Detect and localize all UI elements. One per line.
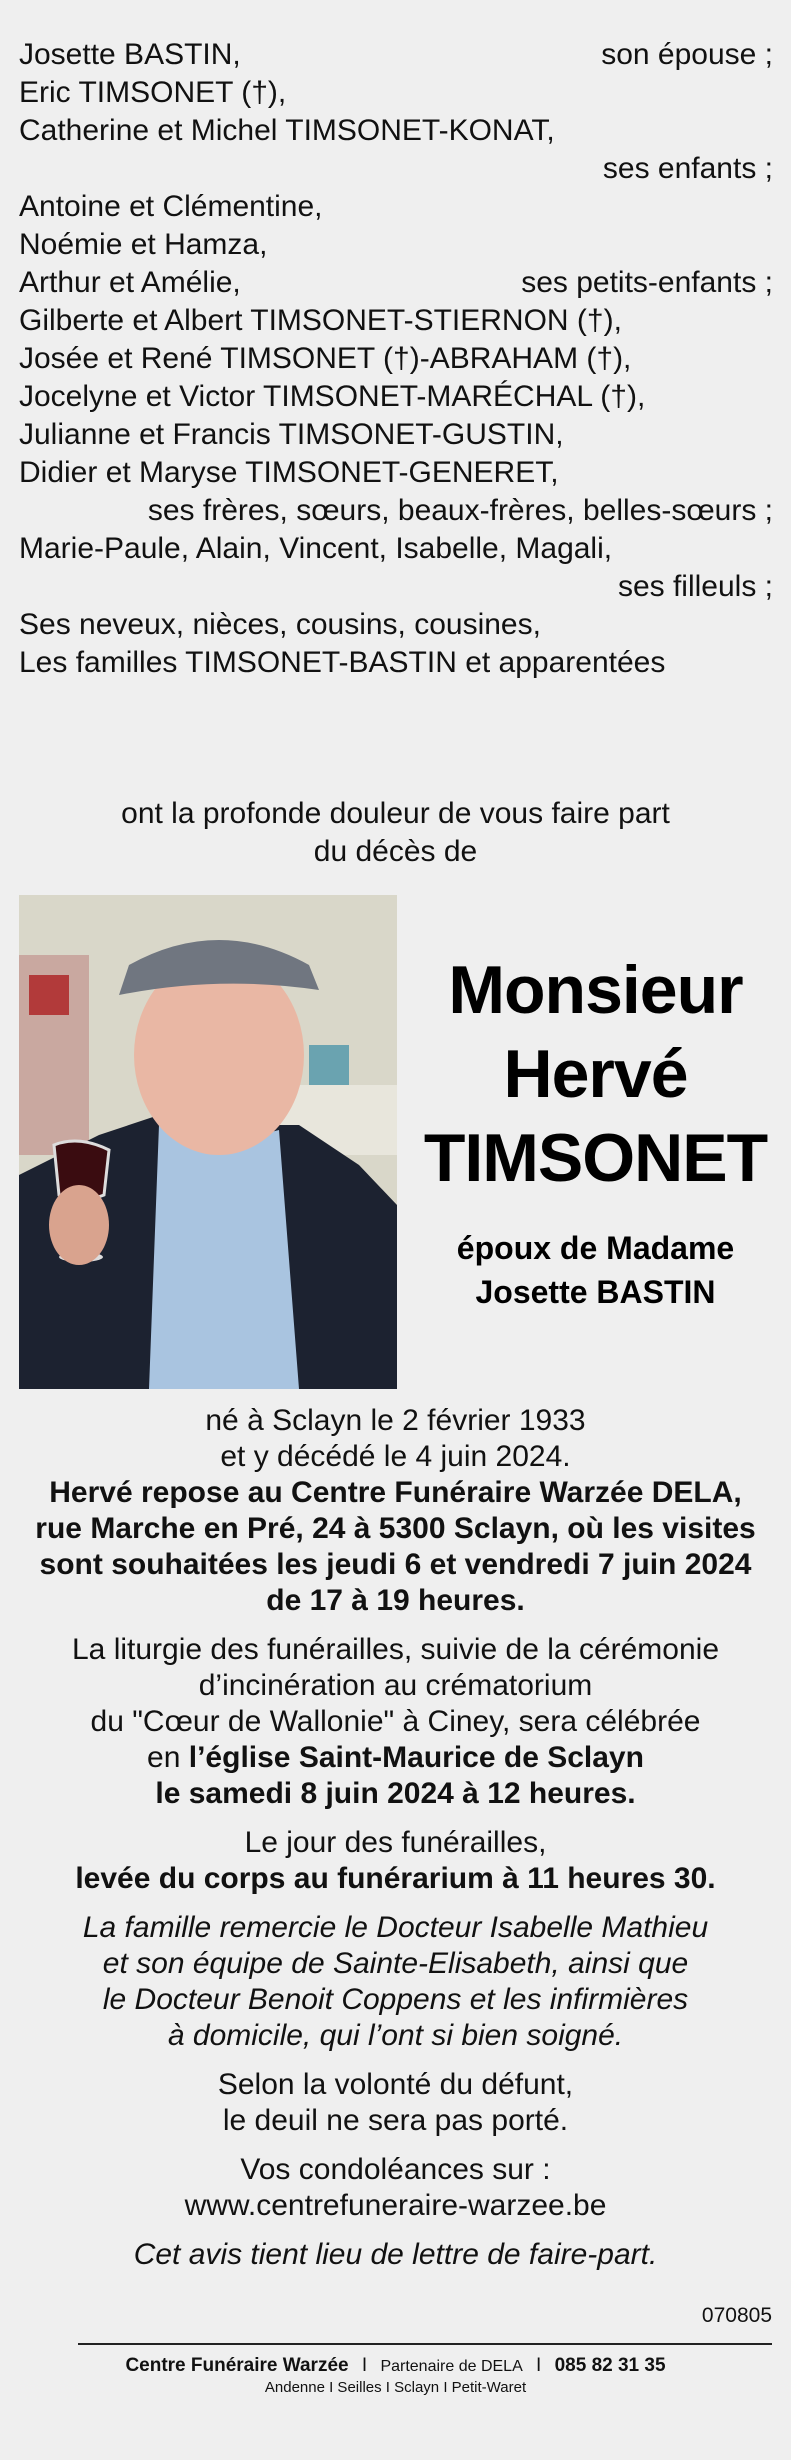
deceased-spouse: [418, 1226, 773, 1314]
visitation-line: Hervé repose au Centre Funéraire Warzée DELA,: [49, 1476, 742, 1509]
liturgy-info: [0, 1632, 791, 1812]
sibling-row: [19, 378, 773, 416]
spouse-name: Josette BASTIN,: [19, 38, 241, 71]
spouse-line: Josette BASTIN: [475, 1274, 716, 1310]
funeral-home-footer: [0, 2355, 791, 2396]
phone-number: 085 82 31 35: [554, 2355, 666, 2376]
company-name: Centre Funéraire Warzée: [125, 2355, 349, 2376]
footer-separator: I: [536, 2355, 542, 2376]
grandchild-name: Noémie et Hamza,: [19, 228, 268, 261]
godchildren-role: ses filleuls ;: [617, 570, 773, 603]
wish-info: [0, 2067, 791, 2139]
footer-divider: [78, 2343, 772, 2345]
liturgy-line: La liturgie des funérailles, suivie de la cérémonie: [71, 1633, 720, 1666]
condolences-line: Vos condoléances sur :: [240, 2153, 551, 2186]
visitation-line: de 17 à 19 heures.: [266, 1584, 525, 1617]
wish-line: le deuil ne sera pas porté.: [222, 2104, 569, 2137]
spouse-role: son épouse ;: [601, 38, 773, 71]
sibling-row: [19, 302, 773, 340]
grandchild-row: [19, 226, 773, 264]
funeral-day-info: [0, 1825, 791, 1897]
others-line: Les familles TIMSONET-BASTIN et apparentées: [19, 646, 666, 679]
siblings-role: ses frères, sœurs, beaux-frères, belles-sœurs ;: [147, 494, 773, 527]
thanks-line: le Docteur Benoit Coppens et les infirmières: [102, 1983, 689, 2016]
church-name: l’église Saint-Maurice de Sclayn: [188, 1741, 644, 1774]
sibling-name: Didier et Maryse TIMSONET-GENERET,: [19, 456, 559, 489]
child-row: [19, 74, 773, 112]
godchildren-row: [19, 530, 773, 568]
child-name: Catherine et Michel TIMSONET-KONAT,: [19, 114, 555, 147]
deceased-photo: [19, 895, 397, 1389]
footer-separator: I: [361, 2355, 368, 2376]
liturgy-prefix: en: [147, 1741, 189, 1774]
liturgy-date: le samedi 8 juin 2024 à 12 heures.: [155, 1777, 636, 1810]
liturgy-line: [0, 1740, 791, 1776]
child-name: Eric TIMSONET (†),: [19, 76, 287, 109]
death-line: et y décédé le 4 juin 2024.: [220, 1440, 571, 1473]
portrait-illustration: [19, 895, 397, 1389]
deceased-title: Monsieur: [448, 952, 743, 1028]
thanks-line: La famille remercie le Docteur Isabelle Mathieu: [82, 1911, 709, 1944]
family-list: [19, 36, 773, 682]
thanks-info: [0, 1910, 791, 2054]
deceased-last-name: TIMSONET: [423, 1120, 768, 1196]
closing-line: Cet avis tient lieu de lettre de faire-part.: [133, 2238, 658, 2271]
others-line: Ses neveux, nièces, cousins, cousines,: [19, 608, 541, 641]
sibling-row: [19, 454, 773, 492]
others-row: [19, 644, 773, 682]
footer-main: [0, 2355, 791, 2377]
notice-reference: 070805: [701, 2304, 772, 2327]
grandchild-name: Arthur et Amélie,: [19, 266, 241, 299]
thanks-line: à domicile, qui l’ont si bien soigné.: [167, 2019, 624, 2052]
visitation-line: rue Marche en Pré, 24 à 5300 Sclayn, où les visites: [35, 1512, 756, 1545]
wish-line: Selon la volonté du défunt,: [217, 2068, 574, 2101]
funeral-day-line: levée du corps au funérarium à 11 heures 30.: [75, 1862, 716, 1895]
intro-line: du décès de: [313, 835, 478, 868]
liturgy-line: du "Cœur de Wallonie" à Ciney, sera célébrée: [90, 1705, 701, 1738]
footer-locations: Andenne I Seilles I Sclayn I Petit-Waret: [264, 2379, 527, 2396]
others-row: [19, 606, 773, 644]
sibling-row: [19, 416, 773, 454]
intro-line: ont la profonde douleur de vous faire part: [121, 797, 670, 830]
children-role: ses enfants ;: [602, 152, 773, 185]
birth-line: né à Sclayn le 2 février 1933: [205, 1404, 586, 1437]
child-row: [19, 112, 773, 150]
godchildren-names: Marie-Paule, Alain, Vincent, Isabelle, Magali,: [19, 532, 613, 565]
grandchildren-role: ses petits-enfants ;: [521, 266, 773, 299]
spouse-line: époux de Madame: [456, 1230, 735, 1266]
sibling-row: [19, 340, 773, 378]
funeral-day-line: Le jour des funérailles,: [244, 1826, 547, 1859]
deceased-first-name: Hervé: [503, 1036, 688, 1112]
visitation-line: sont souhaitées les jeudi 6 et vendredi 7 juin 2024: [39, 1548, 752, 1581]
condolences-url[interactable]: www.centrefuneraire-warzee.be: [184, 2189, 607, 2222]
sibling-name: Josée et René TIMSONET (†)-ABRAHAM (†),: [19, 342, 632, 375]
liturgy-line: d’incinération au crématorium: [198, 1669, 593, 1702]
sibling-name: Gilberte et Albert TIMSONET-STIERNON (†),: [19, 304, 622, 337]
grandchild-row: [19, 264, 773, 302]
partner-label: Partenaire de DELA: [380, 2358, 523, 2375]
condolences-info: [0, 2152, 791, 2224]
thanks-line: et son équipe de Sainte-Elisabeth, ainsi que: [102, 1947, 689, 1980]
spouse-row: [19, 36, 773, 74]
grandchild-row: [19, 188, 773, 226]
visitation-info: [0, 1475, 791, 1619]
grandchild-name: Antoine et Clémentine,: [19, 190, 323, 223]
sibling-name: Jocelyne et Victor TIMSONET-MARÉCHAL (†),: [19, 380, 646, 413]
notice-details: [0, 1403, 791, 2273]
announcement-intro: [0, 795, 791, 871]
sibling-name: Julianne et Francis TIMSONET-GUSTIN,: [19, 418, 564, 451]
deceased-name-block: [418, 948, 773, 1314]
